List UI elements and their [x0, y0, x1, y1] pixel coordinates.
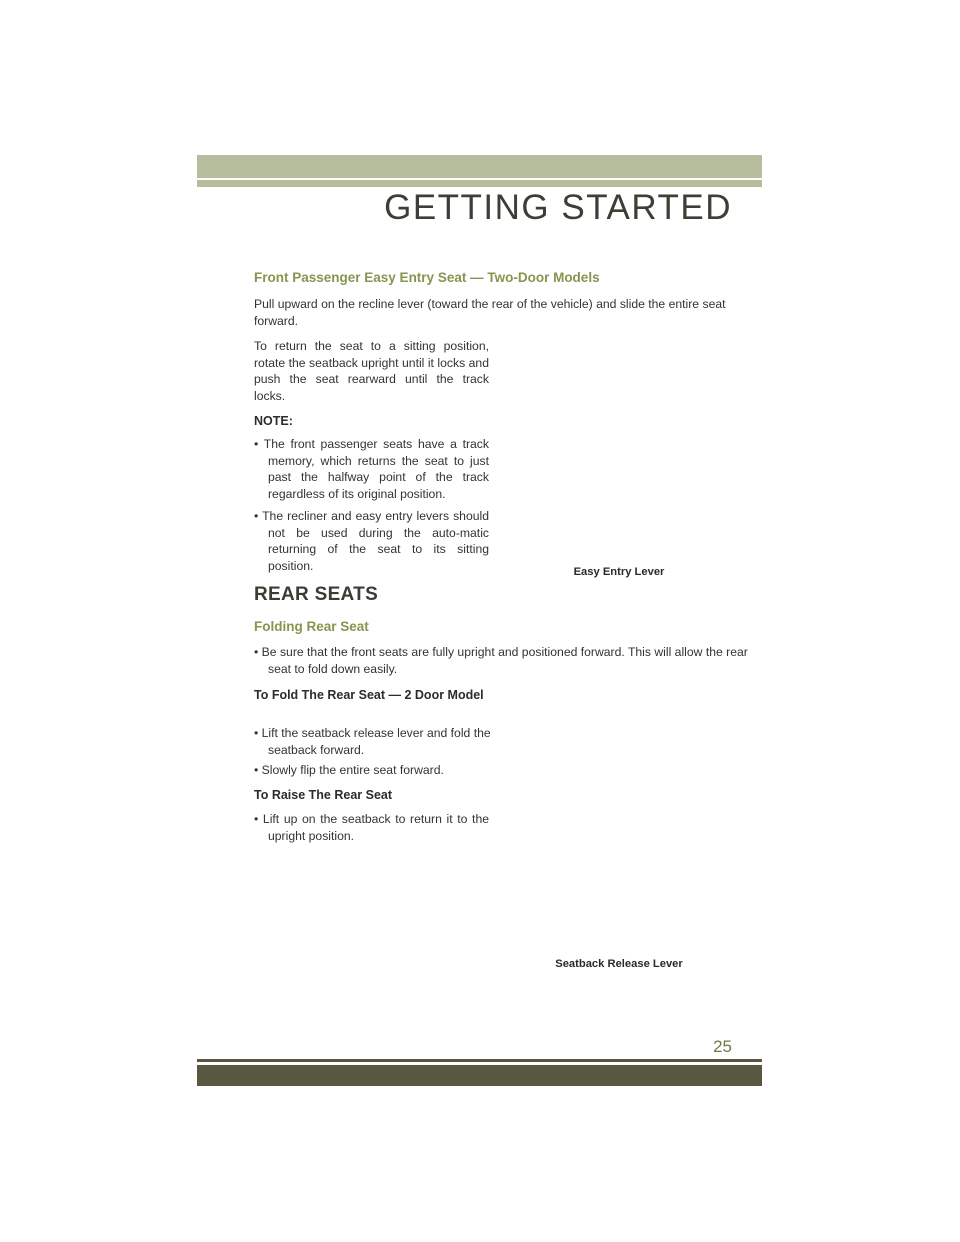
folding-rear-seat-heading: Folding Rear Seat: [254, 619, 369, 634]
header-band-thin: [197, 180, 762, 187]
raise-rear-seat-heading: To Raise The Rear Seat: [254, 788, 393, 802]
front-passenger-heading: Front Passenger Easy Entry Seat — Two-Door Models: [254, 270, 600, 285]
figure-caption-easy-entry: Easy Entry Lever: [573, 566, 665, 578]
raise-rear-seat-item: • Lift up on the seatback to return it to the upright position.: [254, 811, 489, 844]
note-label: NOTE:: [254, 414, 293, 428]
note-item: • The front passenger seats have a track memory, which returns the seat to just past the halfway point of the track regardless of its original position.: [254, 436, 489, 502]
fold-rear-seat-item: • Lift the seatback release lever and fold the seatback forward.: [254, 725, 503, 758]
footer-band-thin: [197, 1059, 762, 1062]
footer-band: [197, 1065, 762, 1086]
section-title: GETTING STARTED: [384, 188, 732, 227]
figure-caption-seatback-release: Seatback Release Lever: [555, 958, 683, 970]
page-number: 25: [713, 1037, 732, 1056]
rear-seats-heading: REAR SEATS: [254, 584, 379, 605]
front-passenger-para-2: To return the seat to a sitting position, rotate the seatback upright until it locks and push the seat rearward until the track locks.: [254, 339, 489, 403]
folding-rear-seat-item: • Be sure that the front seats are fully upright and positioned forward. This will allow the rear seat to fold down easily.: [254, 644, 750, 677]
note-item: • The recliner and easy entry levers should not be used during the auto-matic returning of the seat to its sitting position.: [254, 508, 489, 574]
header-band: [197, 155, 762, 178]
fold-rear-seat-item: • Slowly flip the entire seat forward.: [254, 762, 503, 779]
front-passenger-para-1: Pull upward on the recline lever (toward the rear of the vehicle) and slide the entire seat forward.: [254, 297, 726, 328]
fold-rear-seat-heading: To Fold The Rear Seat — 2 Door Model: [254, 688, 484, 702]
